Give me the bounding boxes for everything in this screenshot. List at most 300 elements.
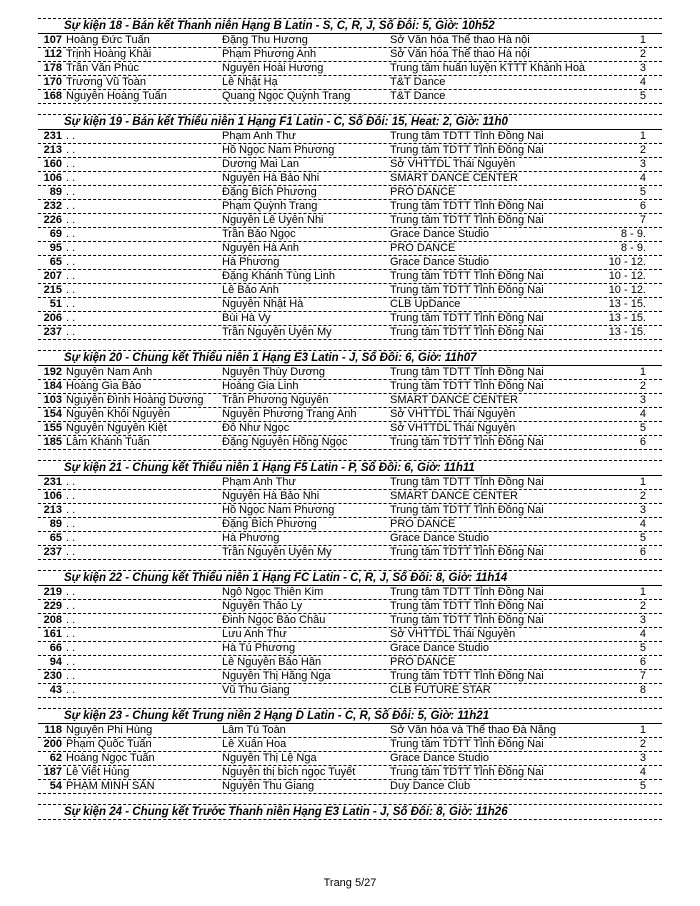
lead-name: . . (66, 600, 76, 612)
table-row (38, 326, 662, 340)
competitor-number: 192 (43, 366, 62, 378)
placement: 6 (639, 656, 646, 668)
partner-name: Hà Tú Phương (222, 642, 296, 654)
competitor-number: 237 (43, 326, 62, 338)
table-row (38, 766, 662, 780)
club-name: Trung tâm TDTT Tỉnh Đồng Nai (390, 200, 544, 212)
lead-name: Nguyễn Nam Anh (66, 366, 153, 378)
event-title: Sự kiện 20 - Chung kết Thiếu niên 1 Hạng E3 Latin - J, Số Đôi: 6, Giờ: 11h07 (64, 352, 477, 364)
lead-name: . . (66, 586, 76, 598)
partner-name: Nguyễn Thùy Dương (222, 366, 326, 378)
table-row (38, 62, 662, 76)
results-table (38, 129, 662, 340)
placement: 8 - 9. (620, 228, 646, 240)
lead-name: . . (66, 200, 76, 212)
lead-name: . . (66, 504, 76, 516)
club-name: Trung tâm TDTT Tỉnh Đồng Nai (390, 600, 544, 612)
placement: 8 (639, 684, 646, 696)
placement: 2 (639, 600, 646, 612)
lead-name: . . (66, 628, 76, 640)
table-row (38, 312, 662, 326)
competitor-number: 107 (43, 34, 62, 46)
club-name: Sở Văn hóa Thể thao Hà nội (390, 48, 530, 60)
partner-name: Trần Nguyễn Uyên My (222, 546, 332, 558)
lead-name: . . (66, 172, 76, 184)
lead-name: . . (66, 684, 76, 696)
table-row (38, 172, 662, 186)
club-name: Trung tâm TDTT Tỉnh Đồng Nai (390, 284, 544, 296)
competitor-number: 106 (43, 172, 62, 184)
lead-name: Nguyễn Khôi Nguyên (66, 408, 170, 420)
club-name: Trung tâm TDTT Tỉnh Đồng Nai (390, 312, 544, 324)
table-row (38, 518, 662, 532)
table-row (38, 284, 662, 298)
table-row (38, 242, 662, 256)
placement: 5 (639, 532, 646, 544)
results-table (38, 723, 662, 794)
club-name: PRO DANCE (390, 242, 456, 254)
placement: 2 (639, 380, 646, 392)
competitor-number: 184 (43, 380, 62, 392)
lead-name: . . (66, 614, 76, 626)
table-row (38, 158, 662, 172)
partner-name: Nguyễn thị bích ngọc Tuyết (222, 766, 356, 778)
partner-name: Lê Nhật Hạ (222, 76, 278, 88)
partner-name: Đặng Nguyễn Hồng Ngọc (222, 436, 348, 448)
placement: 2 (639, 144, 646, 156)
lead-name: Hoàng Ngọc Tuấn (66, 752, 155, 764)
table-row (38, 476, 662, 490)
results-document (38, 18, 662, 830)
partner-name: Bùi Hà Vy (222, 312, 271, 324)
lead-name: . . (66, 546, 76, 558)
placement: 4 (639, 172, 646, 184)
partner-name: Phạm Quỳnh Trang (222, 200, 318, 212)
lead-name: Nguyễn Nguyên Kiệt (66, 422, 167, 434)
placement: 10 - 12. (608, 270, 646, 282)
event-section (38, 114, 662, 340)
partner-name: Lê Bảo Anh (222, 284, 279, 296)
lead-name: . . (66, 186, 76, 198)
placement: 5 (639, 780, 646, 792)
placement: 2 (639, 48, 646, 60)
placement: 3 (639, 394, 646, 406)
table-row (38, 394, 662, 408)
placement: 3 (639, 752, 646, 764)
event-title: Sự kiện 19 - Bán kết Thiếu niên 1 Hạng F1 Latin - C, Số Đôi: 15, Heat: 2, Giờ: 11h0 (64, 116, 508, 128)
lead-name: Phạm Quốc Tuấn (66, 738, 152, 750)
club-name: Grace Dance Studio (390, 752, 490, 764)
table-row (38, 670, 662, 684)
table-row (38, 408, 662, 422)
club-name: T&T Dance (390, 90, 446, 102)
lead-name: . . (66, 518, 76, 530)
lead-name: . . (66, 312, 76, 324)
competitor-number: 185 (43, 436, 62, 448)
results-table (38, 33, 662, 104)
lead-name: . . (66, 670, 76, 682)
table-row (38, 366, 662, 380)
club-name: Trung tâm TDTT Tỉnh Đồng Nai (390, 214, 544, 226)
placement: 5 (639, 422, 646, 434)
lead-name: . . (66, 642, 76, 654)
table-row (38, 780, 662, 794)
partner-name: Lê Nguyễn Bảo Hân (222, 656, 322, 668)
placement: 8 - 9. (620, 242, 646, 254)
placement: 4 (639, 76, 646, 88)
event-header (38, 804, 662, 819)
club-name: Trung tâm TDTT Tỉnh Đồng Nai (390, 476, 544, 488)
competitor-number: 215 (43, 284, 62, 296)
table-row (38, 144, 662, 158)
table-row (38, 200, 662, 214)
partner-name: Nguyễn Thị Hằng Nga (222, 670, 331, 682)
lead-name: Hoàng Gia Bảo (66, 380, 142, 392)
lead-name: . . (66, 158, 76, 170)
table-row (38, 586, 662, 600)
placement: 3 (639, 504, 646, 516)
partner-name: Vũ Thu Giang (222, 684, 290, 696)
partner-name: Ngô Ngọc Thiên Kim (222, 586, 324, 598)
event-section (38, 18, 662, 104)
table-row (38, 48, 662, 62)
competitor-number: 230 (43, 670, 62, 682)
club-name: Trung tâm huấn luyện KTTT Khánh Hoà (390, 62, 586, 74)
competitor-number: 160 (43, 158, 62, 170)
table-row (38, 684, 662, 698)
club-name: Grace Dance Studio (390, 532, 490, 544)
lead-name: . . (66, 476, 76, 488)
results-table (38, 475, 662, 560)
partner-name: Đặng Thu Hương (222, 34, 308, 46)
partner-name: Nguyễn Hoài Hương (222, 62, 324, 74)
competitor-number: 178 (43, 62, 62, 74)
event-header (38, 114, 662, 129)
partner-name: Đỗ Như Ngọc (222, 422, 290, 434)
competitor-number: 89 (49, 186, 62, 198)
club-name: PRO DANCE (390, 656, 456, 668)
club-name: Duy Dance Club (390, 780, 471, 792)
partner-name: Nguyễn Thu Giang (222, 780, 315, 792)
partner-name: Nguyễn Hà Anh (222, 242, 300, 254)
table-row (38, 422, 662, 436)
club-name: Trung tâm TDTT Tỉnh Đồng Nai (390, 766, 544, 778)
table-row (38, 532, 662, 546)
placement: 1 (639, 724, 646, 736)
lead-name: . . (66, 144, 76, 156)
placement: 4 (639, 766, 646, 778)
lead-name: . . (66, 490, 76, 502)
placement: 13 - 15. (608, 298, 646, 310)
club-name: PRO DANCE (390, 186, 456, 198)
lead-name: Nguyễn Hoàng Tuấn (66, 90, 167, 102)
table-row (38, 256, 662, 270)
event-header (38, 570, 662, 585)
placement: 7 (639, 670, 646, 682)
placement: 1 (639, 34, 646, 46)
club-name: Trung tâm TDTT Tỉnh Đồng Nai (390, 614, 544, 626)
event-section (38, 708, 662, 794)
competitor-number: 43 (49, 684, 62, 696)
club-name: Trung tâm TDTT Tỉnh Đồng Nai (390, 738, 544, 750)
competitor-number: 94 (49, 656, 62, 668)
event-section (38, 350, 662, 450)
club-name: Grace Dance Studio (390, 256, 490, 268)
competitor-number: 168 (43, 90, 62, 102)
lead-name: Trịnh Hoàng Khải (66, 48, 152, 60)
table-row (38, 380, 662, 394)
partner-name: Dương Mai Lan (222, 158, 299, 170)
partner-name: Lâm Tú Toàn (222, 724, 286, 736)
lead-name: Hoàng Đức Tuấn (66, 34, 150, 46)
club-name: Sở VHTTDL Thái Nguyên (390, 628, 516, 640)
partner-name: Đặng Bích Phương (222, 186, 317, 198)
lead-name: . . (66, 326, 76, 338)
table-row (38, 214, 662, 228)
partner-name: Trần Bảo Ngọc (222, 228, 296, 240)
lead-name: Trương Vũ Toàn (66, 76, 147, 88)
event-section (38, 570, 662, 698)
event-header (38, 350, 662, 365)
lead-name: . . (66, 214, 76, 226)
results-table (38, 585, 662, 698)
table-row (38, 628, 662, 642)
page-number: Trang 5/27 (323, 877, 377, 889)
club-name: Trung tâm TDTT Tỉnh Đồng Nai (390, 546, 544, 558)
event-header (38, 18, 662, 33)
event-title: Sự kiện 18 - Bán kết Thanh niên Hạng B Latin - S, C, R, J, Số Đôi: 5, Giờ: 10h52 (64, 20, 495, 32)
competitor-number: 62 (49, 752, 62, 764)
competitor-number: 219 (43, 586, 62, 598)
competitor-number: 207 (43, 270, 62, 282)
club-name: Trung tâm TDTT Tỉnh Đồng Nai (390, 270, 544, 282)
club-name: SMART DANCE CENTER (390, 394, 518, 406)
partner-name: Nguyễn Nhật Hà (222, 298, 304, 310)
placement: 1 (639, 366, 646, 378)
event-title: Sự kiện 24 - Chung kết Trước Thanh niên Hạng E3 Latin - J, Số Đôi: 8, Giờ: 11h26 (64, 806, 508, 818)
lead-name: PHẠM MINH SẢN (66, 780, 155, 792)
competitor-number: 65 (49, 256, 62, 268)
table-row (38, 298, 662, 312)
lead-name: . . (66, 298, 76, 310)
partner-name: Lưu Anh Thư (222, 628, 287, 640)
table-row (38, 504, 662, 518)
partner-name: Trần Phương Nguyên (222, 394, 329, 406)
partner-name: Trần Nguyễn Uyên My (222, 326, 332, 338)
partner-name: Nguyễn Hà Bảo Nhi (222, 490, 320, 502)
table-row (38, 490, 662, 504)
placement: 10 - 12. (608, 284, 646, 296)
competitor-number: 206 (43, 312, 62, 324)
placement: 5 (639, 90, 646, 102)
club-name: Trung tâm TDTT Tỉnh Đồng Nai (390, 586, 544, 598)
club-name: Trung tâm TDTT Tỉnh Đồng Nai (390, 380, 544, 392)
partner-name: Nguyễn Lê Uyên Nhi (222, 214, 324, 226)
club-name: Grace Dance Studio (390, 642, 490, 654)
club-name: Trung tâm TDTT Tỉnh Đồng Nai (390, 436, 544, 448)
table-row (38, 614, 662, 628)
placement: 3 (639, 62, 646, 74)
placement: 10 - 12. (608, 256, 646, 268)
lead-name: Trần Văn Phúc (66, 62, 139, 74)
placement: 5 (639, 186, 646, 198)
partner-name: Đặng Khánh Tùng Linh (222, 270, 335, 282)
competitor-number: 208 (43, 614, 62, 626)
competitor-number: 231 (43, 130, 62, 142)
event-header (38, 460, 662, 475)
partner-name: Phạm Anh Thư (222, 130, 296, 142)
club-name: SMART DANCE CENTER (390, 490, 518, 502)
competitor-number: 229 (43, 600, 62, 612)
table-row (38, 34, 662, 48)
placement: 4 (639, 628, 646, 640)
results-table (38, 365, 662, 450)
placement: 13 - 15. (608, 326, 646, 338)
club-name: Trung tâm TDTT Tỉnh Đồng Nai (390, 504, 544, 516)
club-name: CLB UpDance (390, 298, 461, 310)
event-section (38, 804, 662, 820)
table-row (38, 186, 662, 200)
club-name: PRO DANCE (390, 518, 456, 530)
placement: 1 (639, 130, 646, 142)
club-name: Trung tâm TDTT Tỉnh Đồng Nai (390, 670, 544, 682)
partner-name: Nguyễn Hà Bảo Nhi (222, 172, 320, 184)
partner-name: Hồ Ngọc Nam Phương (222, 144, 335, 156)
partner-name: Hà Phương (222, 532, 280, 544)
partner-name: Hồ Ngọc Nam Phương (222, 504, 335, 516)
partner-name: Nguyễn Thảo Ly (222, 600, 303, 612)
table-row (38, 436, 662, 450)
table-row (38, 752, 662, 766)
table-row (38, 90, 662, 104)
placement: 6 (639, 546, 646, 558)
lead-name: Nguyễn Đình Hoàng Dương (66, 394, 204, 406)
partner-name: Hoàng Gia Linh (222, 380, 299, 392)
club-name: SMART DANCE CENTER (390, 172, 518, 184)
club-name: T&T Dance (390, 76, 446, 88)
placement: 6 (639, 436, 646, 448)
placement: 3 (639, 158, 646, 170)
event-header (38, 708, 662, 723)
partner-name: Quang Ngọc Quỳnh Trang (222, 90, 351, 102)
lead-name: . . (66, 270, 76, 282)
competitor-number: 66 (49, 642, 62, 654)
competitor-number: 232 (43, 200, 62, 212)
lead-name: . . (66, 532, 76, 544)
lead-name: . . (66, 242, 76, 254)
competitor-number: 226 (43, 214, 62, 226)
table-row (38, 76, 662, 90)
competitor-number: 51 (49, 298, 62, 310)
club-name: Trung tâm TDTT Tỉnh Đồng Nai (390, 366, 544, 378)
lead-name: . . (66, 284, 76, 296)
event-title: Sự kiện 21 - Chung kết Thiếu niên 1 Hạng F5 Latin - P, Số Đôi: 6, Giờ: 11h11 (64, 462, 475, 474)
placement: 2 (639, 490, 646, 502)
table-row (38, 724, 662, 738)
competitor-number: 65 (49, 532, 62, 544)
competitor-number: 161 (43, 628, 62, 640)
placement: 1 (639, 476, 646, 488)
competitor-number: 187 (43, 766, 62, 778)
placement: 4 (639, 408, 646, 420)
event-section (38, 460, 662, 560)
club-name: Sở VHTTDL Thái Nguyên (390, 408, 516, 420)
competitor-number: 69 (49, 228, 62, 240)
competitor-number: 213 (43, 504, 62, 516)
table-row (38, 270, 662, 284)
competitor-number: 106 (43, 490, 62, 502)
lead-name: Lâm Khánh Tuấn (66, 436, 150, 448)
placement: 2 (639, 738, 646, 750)
competitor-number: 231 (43, 476, 62, 488)
table-row (38, 600, 662, 614)
partner-name: Nguyễn Thị Lệ Nga (222, 752, 317, 764)
table-row (38, 546, 662, 560)
placement: 7 (639, 214, 646, 226)
club-name: Sở VHTTDL Thái Nguyên (390, 158, 516, 170)
partner-name: Nguyễn Phương Trang Anh (222, 408, 357, 420)
competitor-number: 200 (43, 738, 62, 750)
placement: 13 - 15. (608, 312, 646, 324)
competitor-number: 112 (44, 48, 62, 60)
placement: 1 (639, 586, 646, 598)
partner-name: Phạm Phương Anh (222, 48, 317, 60)
club-name: Sở VHTTDL Thái Nguyên (390, 422, 516, 434)
competitor-number: 103 (43, 394, 62, 406)
placement: 5 (639, 642, 646, 654)
club-name: Trung tâm TDTT Tỉnh Đồng Nai (390, 326, 544, 338)
lead-name: Nguyễn Phi Hùng (66, 724, 153, 736)
placement: 3 (639, 614, 646, 626)
competitor-number: 155 (43, 422, 62, 434)
partner-name: Phạm Anh Thư (222, 476, 296, 488)
competitor-number: 213 (43, 144, 62, 156)
lead-name: Lê Viết Hùng (66, 766, 130, 778)
partner-name: Lê Xuân Hoa (222, 738, 287, 750)
club-name: Trung tâm TDTT Tỉnh Đồng Nai (390, 130, 544, 142)
partner-name: Đặng Bích Phương (222, 518, 317, 530)
club-name: Grace Dance Studio (390, 228, 490, 240)
table-row (38, 656, 662, 670)
club-name: Sở Văn hóa và Thể thao Đà Nẵng (390, 724, 557, 736)
placement: 6 (639, 200, 646, 212)
competitor-number: 89 (49, 518, 62, 530)
club-name: CLB FUTURE STAR (390, 684, 491, 696)
lead-name: . . (66, 656, 76, 668)
lead-name: . . (66, 228, 76, 240)
competitor-number: 118 (44, 724, 62, 736)
section-divider (38, 819, 662, 820)
competitor-number: 54 (49, 780, 62, 792)
competitor-number: 95 (49, 242, 62, 254)
event-title: Sự kiện 22 - Chung kết Thiếu niên 1 Hạng FC Latin - C, R, J, Số Đôi: 8, Giờ: 11h14 (64, 572, 508, 584)
table-row (38, 228, 662, 242)
lead-name: . . (66, 256, 76, 268)
competitor-number: 237 (43, 546, 62, 558)
table-row (38, 130, 662, 144)
table-row (38, 642, 662, 656)
event-title: Sự kiện 23 - Chung kết Trung niên 2 Hạng D Latin - C, R, Số Đôi: 5, Giờ: 11h21 (64, 710, 490, 722)
club-name: Trung tâm TDTT Tỉnh Đồng Nai (390, 144, 544, 156)
competitor-number: 170 (43, 76, 62, 88)
placement: 4 (639, 518, 646, 530)
lead-name: . . (66, 130, 76, 142)
competitor-number: 154 (43, 408, 62, 420)
table-row (38, 738, 662, 752)
partner-name: Đinh Ngọc Bảo Châu (222, 614, 326, 626)
club-name: Sở Văn hóa Thể thao Hà nội (390, 34, 530, 46)
partner-name: Hà Phương (222, 256, 280, 268)
